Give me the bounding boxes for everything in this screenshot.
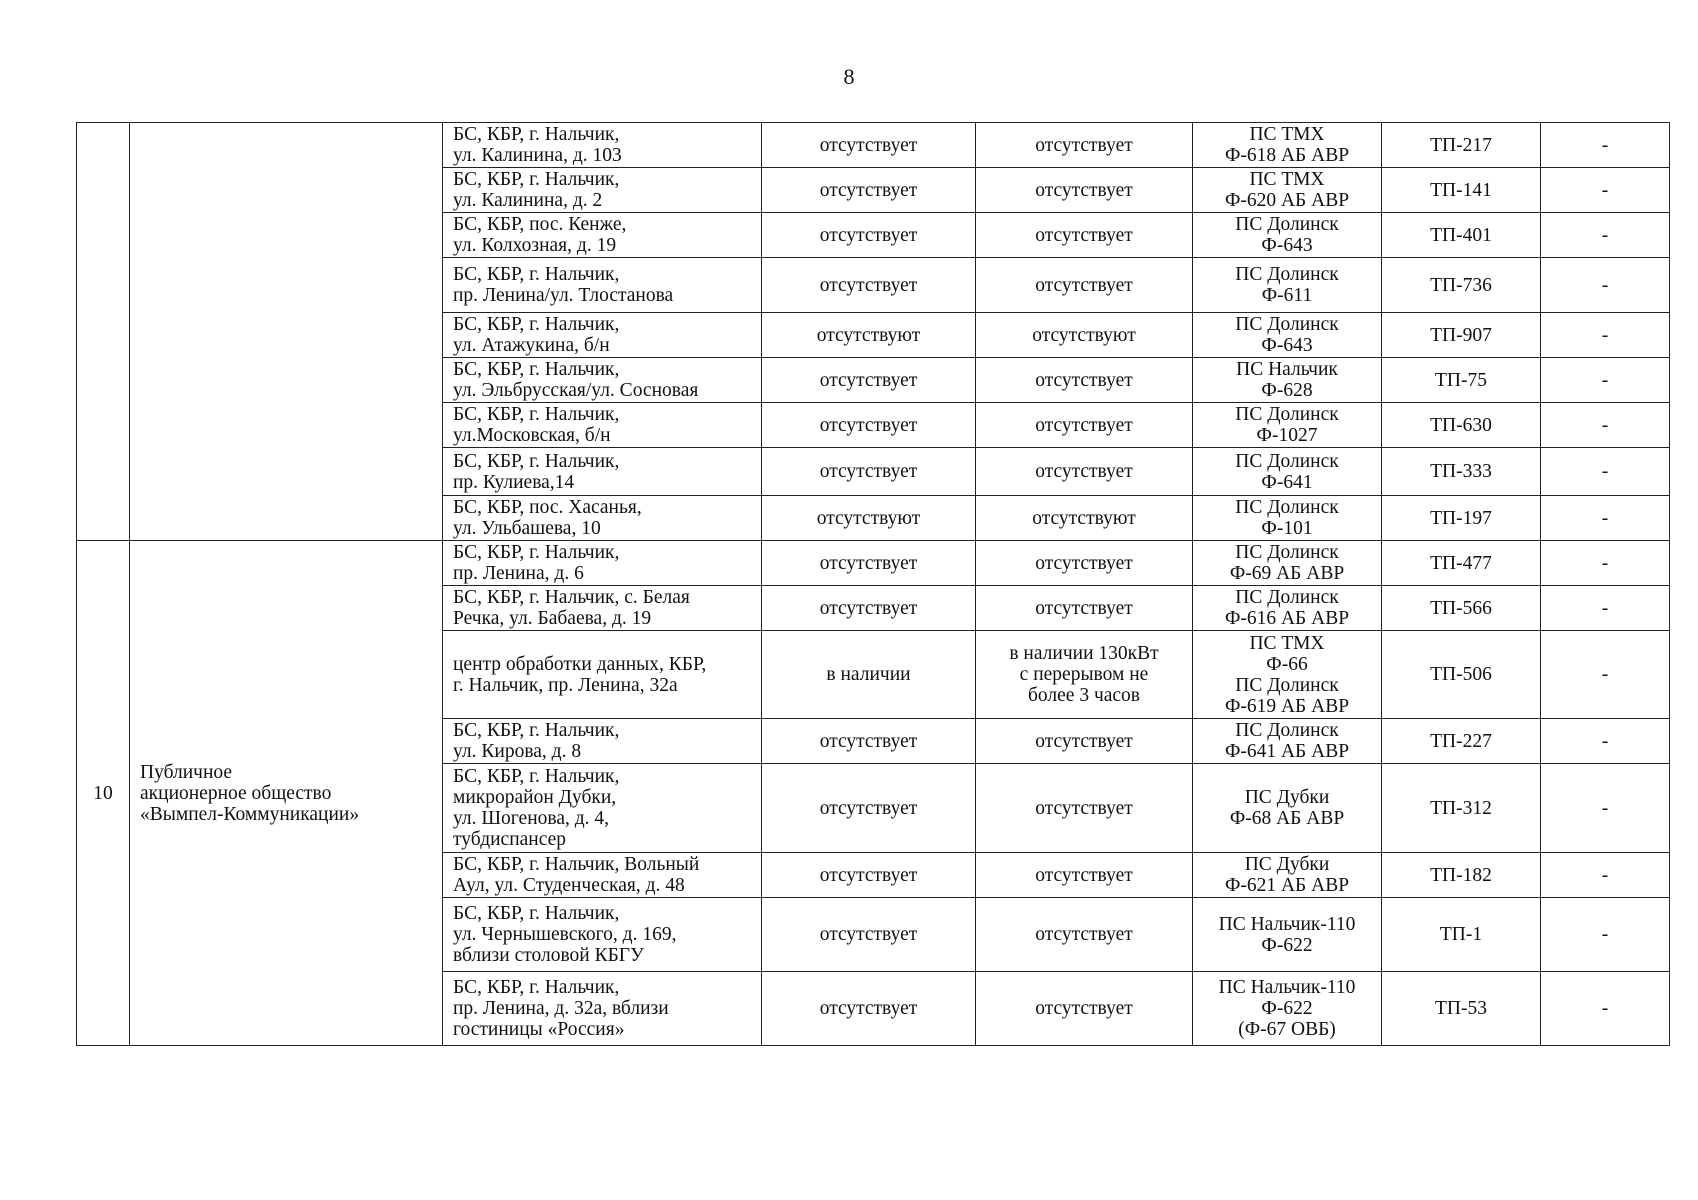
tp-cell: ТП-506 — [1382, 631, 1541, 719]
substation-cell: ПС Долинск Ф-643 — [1193, 213, 1382, 258]
substation-cell: ПС Нальчик-110 Ф-622 (Ф-67 ОВБ) — [1193, 972, 1382, 1046]
substation-cell: ПС Дубки Ф-621 АБ АВР — [1193, 853, 1382, 898]
substation-cell: ПС ТМХ Ф-618 АБ АВР — [1193, 123, 1382, 168]
address-cell: БС, КБР, г. Нальчик, ул. Калинина, д. 2 — [443, 168, 762, 213]
substation-cell: ПС Долинск Ф-611 — [1193, 258, 1382, 313]
tp-cell: ТП-182 — [1382, 853, 1541, 898]
address-cell: БС, КБР, г. Нальчик, пр. Ленина, д. 32а, вблизи гостиницы «Россия» — [443, 972, 762, 1046]
substation-cell: ПС Долинск Ф-616 АБ АВР — [1193, 586, 1382, 631]
capacity-cell: отсутствует — [976, 898, 1193, 972]
capacity-cell: отсутствует — [976, 123, 1193, 168]
note-cell: - — [1541, 496, 1670, 541]
tp-cell: ТП-217 — [1382, 123, 1541, 168]
note-cell: - — [1541, 403, 1670, 448]
capacity-cell: отсутствует — [976, 719, 1193, 764]
substation-cell: ПС Дубки Ф-68 АБ АВР — [1193, 764, 1382, 853]
address-cell: БС, КБР, г. Нальчик, ул. Калинина, д. 103 — [443, 123, 762, 168]
address-cell: БС, КБР, г. Нальчик, ул. Кирова, д. 8 — [443, 719, 762, 764]
reserve-cell: отсутствует — [762, 123, 976, 168]
note-cell: - — [1541, 258, 1670, 313]
address-cell: БС, КБР, г. Нальчик, микрорайон Дубки, ул. Шогенова, д. 4, тубдиспансер — [443, 764, 762, 853]
reserve-cell: в наличии — [762, 631, 976, 719]
note-cell: - — [1541, 631, 1670, 719]
reserve-cell: отсутствует — [762, 258, 976, 313]
page-number: 8 — [843, 64, 855, 89]
tp-cell: ТП-75 — [1382, 358, 1541, 403]
capacity-cell: отсутствует — [976, 258, 1193, 313]
tp-cell: ТП-227 — [1382, 719, 1541, 764]
reserve-cell: отсутствует — [762, 358, 976, 403]
substation-cell: ПС ТМХ Ф-66 ПС Долинск Ф-619 АБ АВР — [1193, 631, 1382, 719]
capacity-cell: отсутствует — [976, 853, 1193, 898]
tp-cell: ТП-53 — [1382, 972, 1541, 1046]
address-cell: БС, КБР, пос. Кенже, ул. Колхозная, д. 19 — [443, 213, 762, 258]
tp-cell: ТП-197 — [1382, 496, 1541, 541]
capacity-cell: отсутствует — [976, 972, 1193, 1046]
substation-cell: ПС ТМХ Ф-620 АБ АВР — [1193, 168, 1382, 213]
note-cell: - — [1541, 541, 1670, 586]
capacity-cell: отсутствуют — [976, 313, 1193, 358]
tp-cell: ТП-1 — [1382, 898, 1541, 972]
address-cell: БС, КБР, пос. Хасанья, ул. Ульбашева, 10 — [443, 496, 762, 541]
reserve-cell: отсутствует — [762, 586, 976, 631]
reserve-cell: отсутствует — [762, 213, 976, 258]
address-cell: БС, КБР, г. Нальчик, пр. Кулиева,14 — [443, 448, 762, 496]
note-cell: - — [1541, 586, 1670, 631]
note-cell: - — [1541, 168, 1670, 213]
address-cell: БС, КБР, г. Нальчик, пр. Ленина/ул. Тлостанова — [443, 258, 762, 313]
note-cell: - — [1541, 972, 1670, 1046]
address-cell: центр обработки данных, КБР, г. Нальчик, пр. Ленина, 32а — [443, 631, 762, 719]
address-cell: БС, КБР, г. Нальчик, ул. Атажукина, б/н — [443, 313, 762, 358]
tp-cell: ТП-907 — [1382, 313, 1541, 358]
note-cell: - — [1541, 313, 1670, 358]
substation-cell: ПС Долинск Ф-101 — [1193, 496, 1382, 541]
substation-cell: ПС Нальчик-110 Ф-622 — [1193, 898, 1382, 972]
reserve-cell: отсутствуют — [762, 496, 976, 541]
row-number-cell — [77, 123, 130, 541]
address-cell: БС, КБР, г. Нальчик, ул. Эльбрусская/ул. Сосновая — [443, 358, 762, 403]
capacity-cell: отсутствует — [976, 213, 1193, 258]
substations-table — [76, 122, 1670, 1046]
reserve-cell: отсутствует — [762, 541, 976, 586]
reserve-cell: отсутствует — [762, 168, 976, 213]
reserve-cell: отсутствует — [762, 853, 976, 898]
reserve-cell: отсутствует — [762, 972, 976, 1046]
address-cell: БС, КБР, г. Нальчик, ул.Московская, б/н — [443, 403, 762, 448]
substation-cell: ПС Нальчик Ф-628 — [1193, 358, 1382, 403]
note-cell: - — [1541, 764, 1670, 853]
substation-cell: ПС Долинск Ф-1027 — [1193, 403, 1382, 448]
note-cell: - — [1541, 719, 1670, 764]
organization-cell: Публичное акционерное общество «Вымпел-Коммуникации» — [130, 541, 443, 1046]
organization-cell — [130, 123, 443, 541]
capacity-cell: отсутствует — [976, 448, 1193, 496]
note-cell: - — [1541, 448, 1670, 496]
tp-cell: ТП-401 — [1382, 213, 1541, 258]
table-row — [77, 541, 1670, 586]
row-number-cell: 10 — [77, 541, 130, 1046]
note-cell: - — [1541, 358, 1670, 403]
address-cell: БС, КБР, г. Нальчик, ул. Чернышевского, д. 169, вблизи столовой КБГУ — [443, 898, 762, 972]
tp-cell: ТП-141 — [1382, 168, 1541, 213]
reserve-cell: отсутствует — [762, 448, 976, 496]
substation-cell: ПС Долинск Ф-641 — [1193, 448, 1382, 496]
substation-cell: ПС Долинск Ф-643 — [1193, 313, 1382, 358]
tp-cell: ТП-630 — [1382, 403, 1541, 448]
address-cell: БС, КБР, г. Нальчик, Вольный Аул, ул. Студенческая, д. 48 — [443, 853, 762, 898]
capacity-cell: в наличии 130кВт с перерывом не более 3 часов — [976, 631, 1193, 719]
tp-cell: ТП-312 — [1382, 764, 1541, 853]
note-cell: - — [1541, 123, 1670, 168]
capacity-cell: отсутствует — [976, 586, 1193, 631]
address-cell: БС, КБР, г. Нальчик, пр. Ленина, д. 6 — [443, 541, 762, 586]
capacity-cell: отсутствует — [976, 764, 1193, 853]
capacity-cell: отсутствует — [976, 403, 1193, 448]
capacity-cell: отсутствуют — [976, 496, 1193, 541]
reserve-cell: отсутствует — [762, 719, 976, 764]
tp-cell: ТП-566 — [1382, 586, 1541, 631]
reserve-cell: отсутствует — [762, 898, 976, 972]
reserve-cell: отсутствует — [762, 764, 976, 853]
address-cell: БС, КБР, г. Нальчик, с. Белая Речка, ул. Бабаева, д. 19 — [443, 586, 762, 631]
note-cell: - — [1541, 853, 1670, 898]
reserve-cell: отсутствуют — [762, 313, 976, 358]
tp-cell: ТП-333 — [1382, 448, 1541, 496]
tp-cell: ТП-477 — [1382, 541, 1541, 586]
capacity-cell: отсутствует — [976, 168, 1193, 213]
reserve-cell: отсутствует — [762, 403, 976, 448]
substation-cell: ПС Долинск Ф-69 АБ АВР — [1193, 541, 1382, 586]
tp-cell: ТП-736 — [1382, 258, 1541, 313]
substation-cell: ПС Долинск Ф-641 АБ АВР — [1193, 719, 1382, 764]
note-cell: - — [1541, 213, 1670, 258]
capacity-cell: отсутствует — [976, 541, 1193, 586]
note-cell: - — [1541, 898, 1670, 972]
table-row — [77, 123, 1670, 168]
capacity-cell: отсутствует — [976, 358, 1193, 403]
